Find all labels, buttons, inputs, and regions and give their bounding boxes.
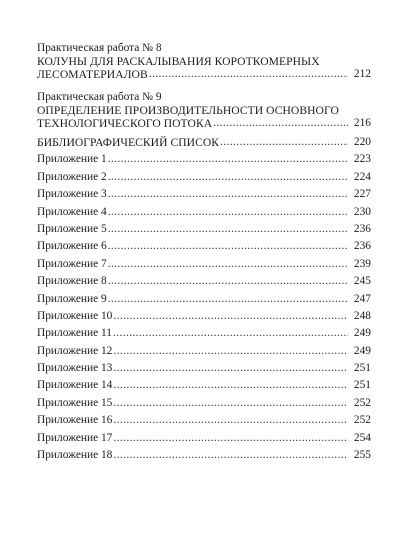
toc-page-number: 236 — [353, 240, 371, 253]
toc-page-number: 252 — [353, 396, 371, 409]
dot-leader — [113, 414, 348, 427]
dot-leader — [108, 171, 348, 184]
toc-entry-row — [37, 68, 371, 81]
toc-page-number: 224 — [353, 170, 371, 183]
toc-entry-row — [37, 188, 371, 201]
toc-page-number: 247 — [353, 292, 371, 305]
toc-page-number: 248 — [353, 309, 371, 322]
dot-leader — [113, 379, 348, 392]
dot-leader — [108, 293, 348, 306]
toc-entry-row — [37, 153, 371, 166]
toc-appendix-label: Приложение 3 — [37, 188, 107, 201]
toc-appendix-label: Приложение 2 — [37, 170, 107, 183]
dot-leader — [113, 310, 348, 323]
toc-appendix-label: Приложение 8 — [37, 275, 107, 288]
toc-entry-work-8 — [37, 42, 371, 81]
toc-appendix-item — [37, 323, 371, 340]
dot-leader — [113, 449, 348, 462]
toc-appendix-item — [37, 219, 371, 236]
toc-appendix-item — [37, 340, 371, 357]
toc-appendix-item — [37, 149, 371, 166]
toc-entry-bibliography — [37, 136, 371, 149]
toc-entry-row — [37, 240, 371, 253]
toc-entry-title-continued: ТЕХНОЛОГИЧЕСКОГО ПОТОКА — [37, 117, 213, 130]
dot-leader — [220, 136, 348, 149]
toc-appendix-label: Приложение 12 — [37, 344, 113, 357]
toc-entry-title: ОПРЕДЕЛЕНИЕ ПРОИЗВОДИТЕЛЬНОСТИ ОСНОВНОГО — [37, 104, 339, 117]
toc-entry-caption: Практическая работа № 9 — [37, 91, 162, 103]
toc-appendix-item — [37, 392, 371, 409]
toc-page-number: 230 — [353, 205, 371, 218]
toc-entry-row — [37, 449, 371, 462]
toc-entry-work-9 — [37, 91, 371, 130]
toc-entry-title-continued: ЛЕСОМАТЕРИАЛОВ — [37, 68, 148, 81]
toc-appendix-label: Приложение 5 — [37, 222, 107, 235]
toc-appendix-label: Приложение 14 — [37, 379, 113, 392]
toc-appendix-item — [37, 271, 371, 288]
toc-page-number: 254 — [353, 431, 371, 444]
toc-appendix-label: Приложение 11 — [37, 327, 112, 340]
toc-page-number: 223 — [353, 153, 371, 166]
dot-leader — [108, 258, 348, 271]
toc-entry-row — [37, 223, 371, 236]
toc-appendix-label: Приложение 18 — [37, 449, 113, 462]
toc-appendix-item — [37, 288, 371, 305]
dot-leader — [113, 397, 348, 410]
toc-entry-row — [37, 117, 371, 130]
toc-entry-row — [37, 414, 371, 427]
toc-appendix-item — [37, 445, 371, 462]
toc-entry-row — [37, 136, 371, 149]
toc-page-number: 255 — [353, 449, 371, 462]
table-of-contents — [37, 42, 371, 462]
appendix-list — [37, 149, 371, 462]
toc-entry-row — [37, 345, 371, 358]
toc-appendix-item — [37, 184, 371, 201]
toc-entry-row — [37, 171, 371, 184]
dot-leader — [108, 188, 348, 201]
toc-page-number: 227 — [353, 188, 371, 201]
toc-entry-row — [37, 310, 371, 323]
toc-entry-row — [37, 206, 371, 219]
toc-appendix-label: Приложение 7 — [37, 257, 107, 270]
toc-page-number: 236 — [353, 222, 371, 235]
toc-entry-row — [37, 293, 371, 306]
toc-appendix-item — [37, 410, 371, 427]
toc-appendix-item — [37, 358, 371, 375]
toc-appendix-label: Приложение 9 — [37, 292, 107, 305]
toc-page-number: 249 — [353, 344, 371, 357]
dot-leader — [113, 327, 348, 340]
toc-page-number: 216 — [353, 117, 371, 129]
toc-page-number: 251 — [353, 379, 371, 392]
dot-leader — [108, 153, 348, 166]
dot-leader — [108, 240, 348, 253]
toc-appendix-item — [37, 427, 371, 444]
toc-appendix-label: Приложение 4 — [37, 205, 107, 218]
toc-entry-row — [37, 397, 371, 410]
toc-appendix-label: Приложение 16 — [37, 414, 113, 427]
toc-entry-row — [37, 362, 371, 375]
toc-page-number: 212 — [353, 68, 371, 80]
toc-page-number: 249 — [353, 327, 371, 340]
toc-appendix-item — [37, 201, 371, 218]
dot-leader — [108, 275, 348, 288]
toc-page-number: 239 — [353, 257, 371, 270]
toc-page-number: 245 — [353, 275, 371, 288]
toc-appendix-item — [37, 166, 371, 183]
toc-appendix-label: Приложение 15 — [37, 396, 113, 409]
dot-leader — [113, 345, 348, 358]
toc-appendix-item — [37, 253, 371, 270]
dot-leader — [113, 432, 348, 445]
toc-entry-row — [37, 432, 371, 445]
toc-appendix-item — [37, 236, 371, 253]
dot-leader — [149, 68, 348, 81]
toc-entry-title: БИБЛИОГРАФИЧЕСКИЙ СПИСОК — [37, 136, 220, 149]
toc-appendix-label: Приложение 6 — [37, 240, 107, 253]
dot-leader — [113, 362, 348, 375]
toc-appendix-label: Приложение 1 — [37, 153, 107, 166]
toc-page-number: 252 — [353, 414, 371, 427]
toc-entry-row — [37, 275, 371, 288]
toc-appendix-item — [37, 306, 371, 323]
toc-appendix-label: Приложение 17 — [37, 431, 113, 444]
toc-page-number: 220 — [353, 136, 371, 148]
dot-leader — [108, 223, 348, 236]
toc-appendix-label: Приложение 13 — [37, 362, 113, 375]
toc-entry-row — [37, 258, 371, 271]
toc-page-number: 251 — [353, 362, 371, 375]
dot-leader — [213, 117, 348, 130]
toc-appendix-item — [37, 375, 371, 392]
dot-leader — [108, 206, 348, 219]
toc-entry-caption: Практическая работа № 8 — [37, 42, 162, 54]
toc-entry-row — [37, 327, 371, 340]
toc-appendix-label: Приложение 10 — [37, 309, 113, 322]
toc-entry-title: КОЛУНЫ ДЛЯ РАСКАЛЫВАНИЯ КОРОТКОМЕРНЫХ — [37, 55, 320, 68]
toc-entry-row — [37, 379, 371, 392]
